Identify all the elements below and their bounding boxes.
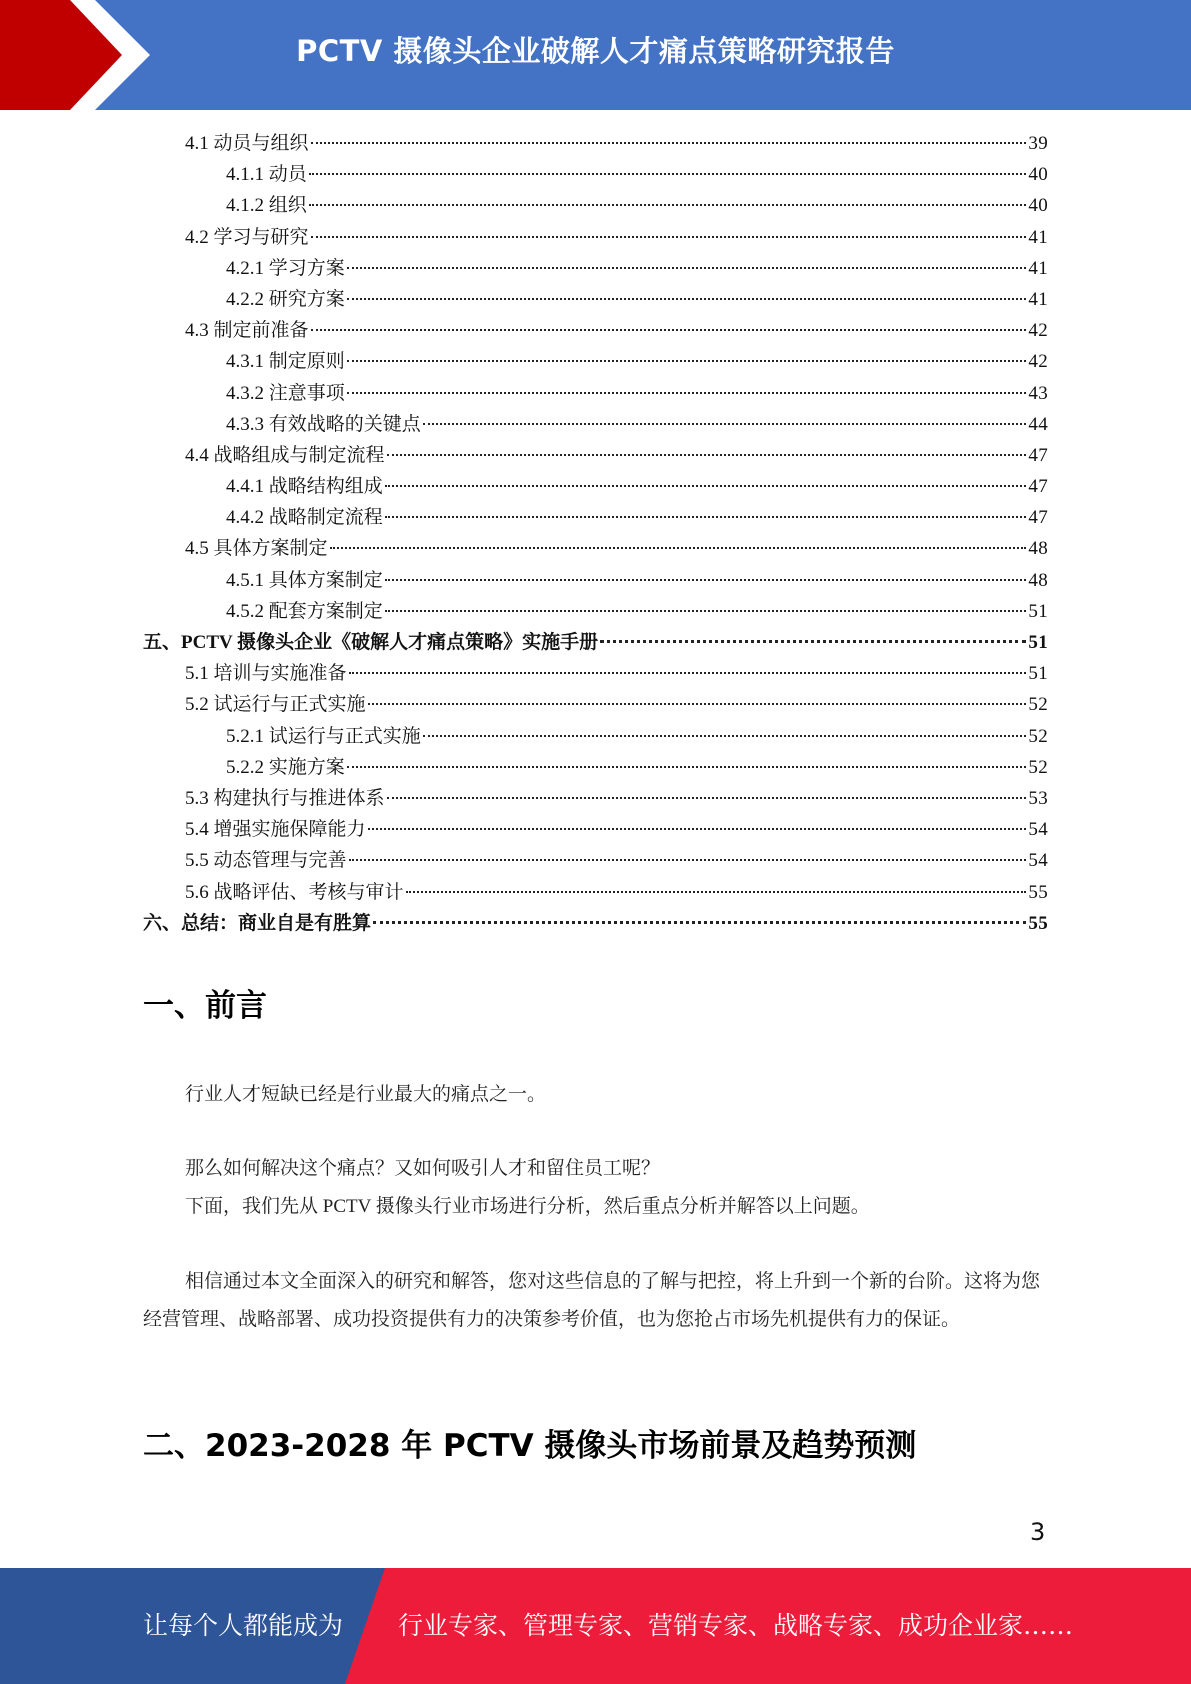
toc-entry-label: 4.2.1 学习方案: [226, 257, 345, 279]
toc-entry-label: 4.4.2 战略制定流程: [226, 507, 383, 529]
toc-entry[interactable]: [143, 315, 1048, 346]
toc-dot-leader: [406, 891, 1027, 893]
toc-dot-leader: [311, 236, 1027, 238]
toc-entry-label: 4.3.2 注意事项: [226, 382, 345, 404]
toc-entry[interactable]: [143, 783, 1048, 814]
toc-entry-label: 五、PCTV 摄像头企业《破解人才痛点策略》实施手册: [143, 632, 599, 653]
toc-entry-label: 5.2.2 实施方案: [226, 756, 345, 778]
toc-entry-page: 43: [1028, 382, 1048, 404]
toc-entry-page: 54: [1028, 850, 1048, 872]
toc-entry-label: 六、总结：商业自是有胜算: [143, 912, 372, 934]
toc-dot-leader: [309, 173, 1027, 175]
toc-dot-leader: [368, 828, 1027, 830]
document-title: PCTV 摄像头企业破解人才痛点策略研究报告: [296, 34, 895, 68]
toc-entry-page: 51: [1028, 632, 1048, 653]
footer-slogan-left: 让每个人都能成为: [143, 1611, 344, 1640]
toc-dot-leader: [330, 547, 1027, 549]
toc-dot-leader: [311, 142, 1027, 144]
toc-entry[interactable]: [143, 658, 1048, 689]
toc-entry-label: 4.3.3 有效战略的关键点: [226, 413, 421, 435]
toc-dot-leader: [311, 329, 1027, 331]
toc-entry-page: 41: [1028, 257, 1048, 279]
page-number: 3: [1030, 1518, 1046, 1546]
toc-entry-label: 4.5 具体方案制定: [185, 538, 328, 560]
paragraph: 下面，我们先从 PCTV 摄像头行业市场进行分析，然后重点分析并解答以上问题。: [185, 1196, 870, 1217]
toc-dot-leader: [385, 610, 1027, 612]
toc-entry-label: 5.4 增强实施保障能力: [185, 819, 366, 841]
toc-entry[interactable]: [143, 378, 1048, 409]
toc-dot-leader: [349, 672, 1027, 674]
toc-entry-label: 4.4 战略组成与制定流程: [185, 444, 385, 466]
toc-dot-leader: [423, 423, 1027, 425]
toc-entry-label: 5.3 构建执行与推进体系: [185, 787, 385, 809]
toc-entry[interactable]: [143, 222, 1048, 253]
toc-entry[interactable]: [143, 471, 1048, 502]
toc-entry[interactable]: [143, 409, 1048, 440]
toc-dot-leader: [385, 516, 1027, 518]
toc-entry-label: 4.5.1 具体方案制定: [226, 569, 383, 591]
toc-entry[interactable]: [143, 190, 1048, 221]
toc-dot-leader: [347, 267, 1027, 269]
toc-entry-page: 41: [1028, 226, 1048, 248]
toc-entry-page: 52: [1028, 694, 1048, 716]
toc-entry-page: 55: [1028, 881, 1048, 903]
toc-dot-leader: [368, 703, 1027, 705]
toc-entry-page: 41: [1028, 288, 1048, 310]
toc-entry[interactable]: [143, 159, 1048, 190]
toc-entry-page: 53: [1028, 787, 1048, 809]
toc-entry-page: 42: [1028, 351, 1048, 373]
toc-entry[interactable]: [143, 502, 1048, 533]
toc-entry-page: 47: [1028, 444, 1048, 466]
toc-entry-page: 48: [1028, 538, 1048, 560]
toc-entry[interactable]: [143, 908, 1048, 939]
toc-entry-page: 39: [1028, 133, 1048, 154]
toc-entry-page: 51: [1028, 663, 1048, 685]
toc-dot-leader: [373, 921, 1026, 924]
toc-entry-page: 42: [1028, 320, 1048, 342]
toc-dot-leader: [600, 640, 1026, 643]
page-header: [0, 0, 1191, 110]
toc-entry-label: 5.5 动态管理与完善: [185, 850, 347, 872]
toc-entry[interactable]: [143, 721, 1048, 752]
toc-dot-leader: [347, 298, 1027, 300]
toc-entry-page: 52: [1028, 725, 1048, 747]
toc-entry-page: 40: [1028, 164, 1048, 186]
toc-dot-leader: [347, 766, 1027, 768]
toc-dot-leader: [387, 454, 1027, 456]
toc-entry-page: 47: [1028, 476, 1048, 498]
toc-entry[interactable]: [143, 752, 1048, 783]
toc-entry[interactable]: [143, 533, 1048, 564]
toc-entry[interactable]: [143, 877, 1048, 908]
toc-entry-label: 4.1.2 组织: [226, 195, 307, 217]
toc-dot-leader: [347, 360, 1027, 362]
toc-entry-page: 47: [1028, 507, 1048, 529]
toc-entry-page: 48: [1028, 569, 1048, 591]
paragraph: 那么如何解决这个痛点？又如何吸引人才和留住员工呢？: [185, 1158, 661, 1179]
section-heading-market-forecast: 二、2023-2028 年 PCTV 摄像头市场前景及趋势预测: [143, 1428, 917, 1464]
toc-entry-label: 5.1 培训与实施准备: [185, 663, 347, 685]
toc-entry[interactable]: [143, 284, 1048, 315]
toc-dot-leader: [385, 485, 1027, 487]
section-heading-preface: 一、前言: [143, 988, 267, 1024]
toc-dot-leader: [309, 204, 1027, 206]
toc-entry-label: 5.2.1 试运行与正式实施: [226, 725, 421, 747]
footer-slogan-right: 行业专家、管理专家、营销专家、战略专家、成功企业家……: [398, 1611, 1074, 1640]
toc-dot-leader: [347, 392, 1027, 394]
toc-entry-label: 4.1.1 动员: [226, 164, 307, 186]
toc-entry-label: 4.1 动员与组织: [185, 133, 309, 154]
toc-entry[interactable]: [143, 253, 1048, 284]
toc-entry-page: 44: [1028, 413, 1048, 435]
toc-entry[interactable]: [143, 845, 1048, 876]
toc-entry[interactable]: [143, 346, 1048, 377]
toc-entry-label: 4.3.1 制定原则: [226, 351, 345, 373]
toc-entry-label: 4.2 学习与研究: [185, 226, 309, 248]
toc-entry-label: 4.3 制定前准备: [185, 320, 309, 342]
toc-entry[interactable]: [143, 627, 1048, 658]
page-footer: [0, 1568, 1191, 1684]
toc-entry-label: 4.4.1 战略结构组成: [226, 476, 383, 498]
toc-entry-page: 51: [1028, 600, 1048, 622]
toc-entry[interactable]: [143, 128, 1048, 159]
toc-entry[interactable]: [143, 689, 1048, 720]
paragraph: 行业人才短缺已经是行业最大的痛点之一。: [185, 1084, 547, 1105]
toc-dot-leader: [423, 735, 1027, 737]
toc-entry-page: 40: [1028, 195, 1048, 217]
paragraph: 相信通过本文全面深入的研究和解答，您对这些信息的了解与把控，将上升到一个新的台阶。这将为您经营管理、战略部署、成功投资提供有力的决策参考价值，也为您抢占市场先机提供有力的保证。: [143, 1271, 1041, 1330]
toc-entry[interactable]: [143, 565, 1048, 596]
toc-dot-leader: [387, 797, 1027, 799]
table-of-contents: [143, 128, 1048, 939]
toc-entry-page: 54: [1028, 819, 1048, 841]
toc-entry-label: 5.6 战略评估、考核与审计: [185, 881, 404, 903]
toc-entry-page: 52: [1028, 756, 1048, 778]
toc-entry[interactable]: [143, 440, 1048, 471]
toc-entry-label: 4.5.2 配套方案制定: [226, 600, 383, 622]
toc-entry-label: 4.2.2 研究方案: [226, 288, 345, 310]
toc-entry-page: 55: [1028, 912, 1048, 934]
toc-entry[interactable]: [143, 814, 1048, 845]
toc-dot-leader: [349, 859, 1027, 861]
toc-entry-label: 5.2 试运行与正式实施: [185, 694, 366, 716]
toc-entry[interactable]: [143, 596, 1048, 627]
toc-dot-leader: [385, 579, 1027, 581]
